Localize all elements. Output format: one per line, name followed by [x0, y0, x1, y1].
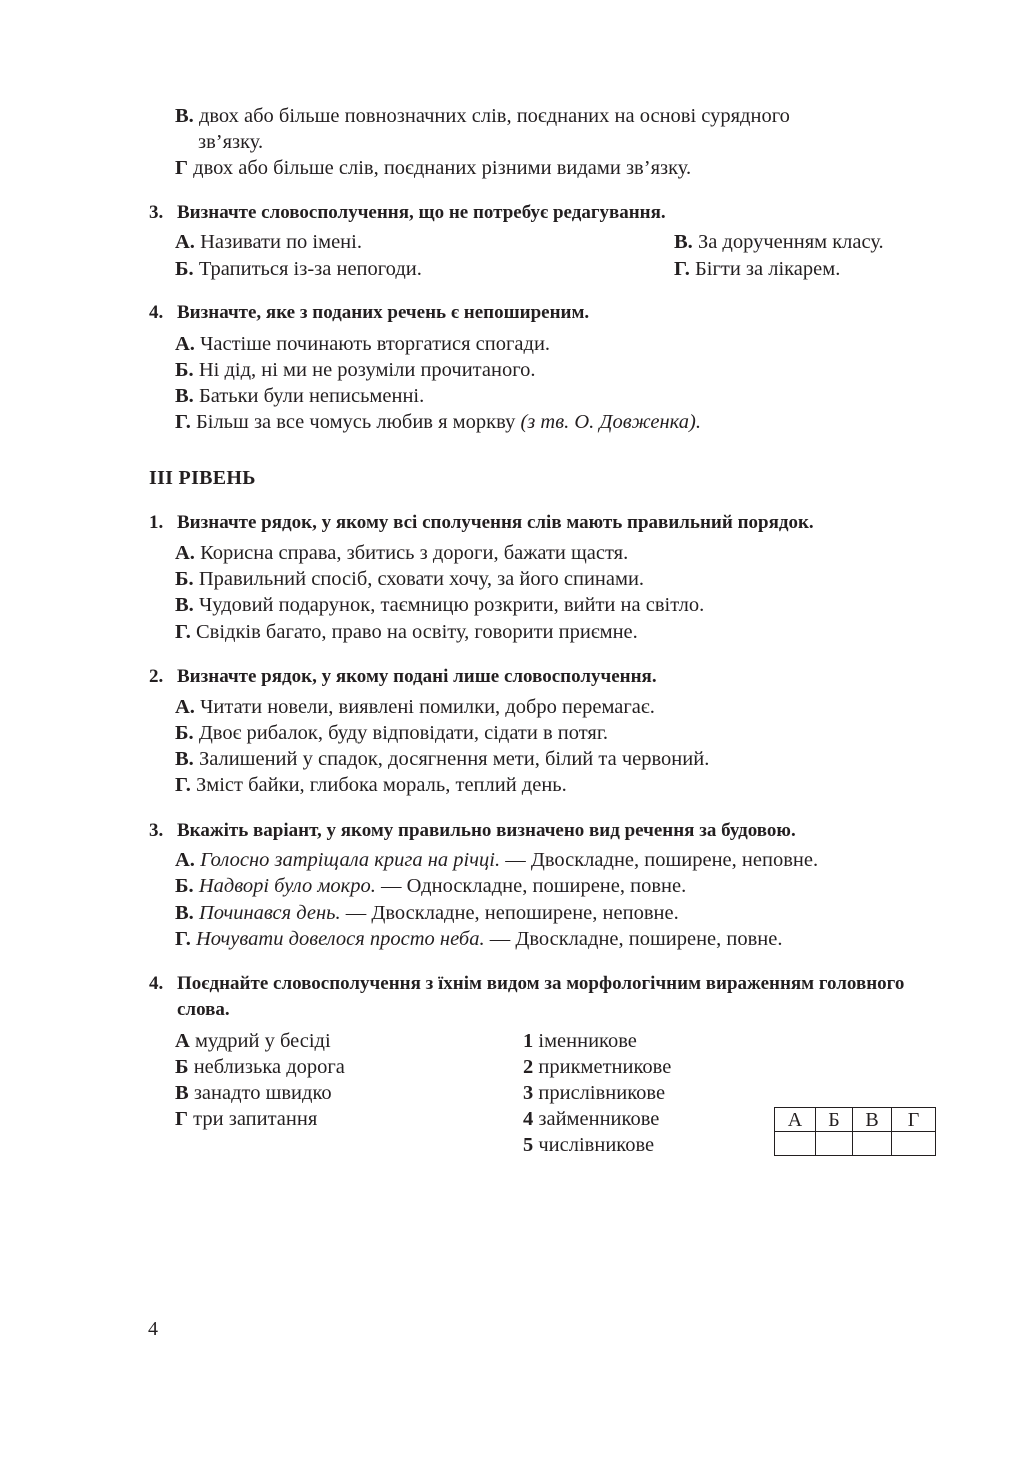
option-letter: Г — [175, 157, 189, 179]
option-text: Свідків багато, право на освіту, говорити приємне. — [195, 621, 638, 643]
option-text: неблизька дорога — [193, 1056, 345, 1078]
question-number: 3. — [149, 820, 164, 841]
option-text: прислівникове — [538, 1082, 666, 1104]
option-number: 5 — [523, 1134, 534, 1156]
option-letter: Г — [175, 1108, 189, 1130]
question-2-4 — [149, 300, 589, 326]
grid-header-b: Б — [816, 1108, 853, 1132]
grid-cell-a[interactable] — [775, 1132, 816, 1156]
option-v-continued-line2: зв’язку. — [198, 131, 264, 153]
option-text: прикметникове — [538, 1056, 672, 1078]
option-letter: А. — [175, 542, 195, 564]
question-3-2 — [149, 664, 657, 690]
option-letter: А. — [175, 231, 195, 253]
question-number: 1. — [149, 512, 164, 533]
option-a — [175, 694, 655, 720]
option-b — [175, 256, 422, 282]
option-text: числівникове — [538, 1134, 655, 1156]
answer-grid — [774, 1107, 936, 1156]
option-letter: Б. — [175, 722, 194, 744]
option-g-continued — [175, 155, 691, 181]
question-text: Вкажіть варіант, у якому правильно визначено вид речення за будовою. — [177, 820, 796, 841]
match-right-item — [523, 1132, 654, 1158]
question-text: Визначте рядок, у якому подані лише словосполучення. — [177, 666, 657, 687]
option-g — [175, 619, 638, 645]
question-text: Визначте словосполучення, що не потребує редагування. — [177, 202, 666, 223]
match-left-item — [175, 1028, 331, 1054]
option-a — [175, 331, 550, 357]
option-letter: Г. — [674, 258, 690, 280]
level-heading: ІІІ РІВЕНЬ — [149, 467, 256, 489]
option-g — [674, 256, 840, 282]
option-letter: В — [175, 1082, 189, 1104]
match-left-item — [175, 1106, 317, 1132]
question-text: Визначте, яке з поданих речень є непоширеним. — [177, 302, 590, 323]
option-sentence: Починався день. — [198, 902, 341, 924]
question-number: 4. — [149, 302, 164, 323]
option-sentence: Надворі було мокро. — [198, 875, 376, 897]
option-number: 1 — [523, 1030, 534, 1052]
option-text: Корисна справа, збитись з дороги, бажати щастя. — [200, 542, 629, 564]
option-text: — Односкладне, поширене, повне. — [375, 875, 687, 897]
option-text: Батьки були неписьменні. — [198, 385, 425, 407]
option-letter: Б. — [175, 359, 194, 381]
option-v — [674, 229, 884, 255]
option-g — [175, 409, 701, 435]
question-text: Поєднайте словосполучення з їхнім видом за морфологічним вираженням головного слова. — [177, 973, 905, 1020]
option-letter: В. — [175, 594, 194, 616]
option-text: займенникове — [538, 1108, 660, 1130]
match-right-item — [523, 1028, 637, 1054]
option-a — [175, 229, 362, 255]
option-b — [175, 357, 535, 383]
option-text: Залишений у спадок, досягнення мети, білий та червоний. — [198, 748, 710, 770]
option-letter: Б. — [175, 568, 194, 590]
option-text: Зміст байки, глибока мораль, теплий день. — [195, 774, 567, 796]
question-2-3 — [149, 200, 666, 226]
question-number: 3. — [149, 202, 164, 223]
option-text: Правильний спосіб, сховати хочу, за його спинами. — [198, 568, 645, 590]
option-b — [175, 873, 686, 899]
option-number: 2 — [523, 1056, 534, 1078]
question-3-4 — [149, 971, 917, 1023]
option-letter: Б. — [175, 875, 194, 897]
option-letter: А. — [175, 849, 195, 871]
grid-header-a: А — [775, 1108, 816, 1132]
option-text: — Двоскладне, непоширене, неповне. — [340, 902, 679, 924]
option-letter: Б. — [175, 258, 194, 280]
question-number: 4. — [149, 973, 164, 994]
option-b — [175, 566, 644, 592]
option-letter: Г. — [175, 928, 191, 950]
option-letter: А. — [175, 333, 195, 355]
option-g — [175, 772, 567, 798]
option-text: Чудовий подарунок, таємницю розкрити, вийти на світло. — [198, 594, 705, 616]
option-a — [175, 847, 818, 873]
grid-cell-g[interactable] — [892, 1132, 936, 1156]
option-text: Частіше починають вторгатися спогади. — [200, 333, 551, 355]
option-letter: Г. — [175, 621, 191, 643]
question-3-1 — [149, 510, 814, 536]
match-right-item — [523, 1080, 665, 1106]
option-v — [175, 592, 704, 618]
option-text: двох або більше повнозначних слів, поєднаних на основі сурядного — [198, 105, 790, 127]
option-number: 3 — [523, 1082, 534, 1104]
match-right-item — [523, 1106, 659, 1132]
option-letter: В. — [674, 231, 693, 253]
option-text: Трапиться із-за непогоди. — [198, 258, 422, 280]
match-left-item — [175, 1080, 332, 1106]
option-letter: Г. — [175, 411, 191, 433]
option-letter: В. — [175, 385, 194, 407]
grid-cell-v[interactable] — [853, 1132, 892, 1156]
match-right-item — [523, 1054, 671, 1080]
option-text: — Двоскладне, поширене, повне. — [484, 928, 783, 950]
option-text: двох або більше слів, поєднаних різними видами зв’язку. — [193, 157, 692, 179]
option-a — [175, 540, 628, 566]
option-letter: В. — [175, 105, 194, 127]
option-letter: Б — [175, 1056, 189, 1078]
question-number: 2. — [149, 666, 164, 687]
grid-header-g: Г — [892, 1108, 936, 1132]
option-text: Читати новели, виявлені помилки, добро перемагає. — [200, 696, 655, 718]
option-text: мудрий у бесіді — [194, 1030, 331, 1052]
option-text: За дорученням класу. — [697, 231, 884, 253]
grid-cell-b[interactable] — [816, 1132, 853, 1156]
option-text: Двоє рибалок, буду відповідати, сідати в потяг. — [198, 722, 609, 744]
option-v-continued — [175, 103, 905, 129]
option-text: Називати по імені. — [200, 231, 362, 253]
option-number: 4 — [523, 1108, 534, 1130]
option-b — [175, 720, 608, 746]
option-letter: А — [175, 1030, 190, 1052]
option-sentence: Ночувати довелося просто неба. — [195, 928, 485, 950]
option-text: занадто швидко — [193, 1082, 332, 1104]
grid-header-v: В — [853, 1108, 892, 1132]
page-number: 4 — [148, 1318, 158, 1340]
option-source: (з тв. О. Довженка). — [520, 411, 701, 433]
option-text: іменникове — [538, 1030, 637, 1052]
option-text: Більш за все чомусь любив я моркву — [195, 411, 516, 433]
option-g — [175, 926, 783, 952]
option-v — [175, 746, 709, 772]
option-text: Бігти за лікарем. — [694, 258, 841, 280]
option-letter: В. — [175, 748, 194, 770]
option-text: три запитання — [193, 1108, 318, 1130]
option-v — [175, 900, 679, 926]
option-letter: Г. — [175, 774, 191, 796]
option-sentence: Голосно затріщала крига на річці. — [200, 849, 501, 871]
option-v — [175, 383, 424, 409]
question-text: Визначте рядок, у якому всі сполучення слів мають правильний порядок. — [177, 512, 814, 533]
match-left-item — [175, 1054, 345, 1080]
option-text: — Двоскладне, поширене, неповне. — [500, 849, 819, 871]
option-text: Ні дід, ні ми не розуміли прочитаного. — [198, 359, 536, 381]
option-letter: А. — [175, 696, 195, 718]
question-3-3 — [149, 818, 796, 844]
option-letter: В. — [175, 902, 194, 924]
